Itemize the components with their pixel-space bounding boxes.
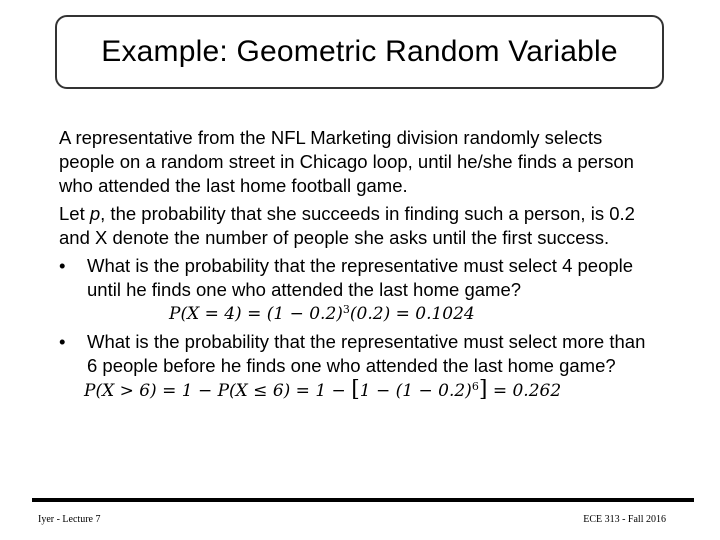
equation-2-part-a: P(X > 6) = 1 − P(X ≤ 6) = 1 − <box>84 381 352 401</box>
question-2-text: What is the probability that the representative must select more than 6 people before he finds one who attended the last home game? <box>87 331 646 376</box>
slide-title: Example: Geometric Random Variable <box>101 35 618 68</box>
bullet-question-2 <box>59 330 659 378</box>
bullet-mark: • <box>59 255 66 276</box>
footer-lecture: Iyer - Lecture 7 <box>38 514 101 525</box>
footer-course: ECE 313 - Fall 2016 <box>583 514 666 525</box>
definition-text-start: Let <box>59 203 90 224</box>
equation-1-lhs: P(X = 4) = (1 − 0.2) <box>169 304 343 324</box>
probability-symbol-p: p <box>89 203 101 224</box>
equation-2-part-c: = 0.262 <box>487 381 562 401</box>
equation-2 <box>59 378 659 403</box>
bullet-question-1 <box>59 254 659 302</box>
equation-2-close-bracket: ] <box>478 377 488 402</box>
equation-1-rhs: (0.2) = 0.1024 <box>349 304 475 324</box>
equation-1-exponent: 3 <box>342 303 350 316</box>
definition-text-rest: , the probability that she succeeds in finding such a person, is 0.2 and X denote the number of people she asks until the first success. <box>59 203 635 248</box>
equation-2-open-bracket: [ <box>351 377 360 402</box>
intro-paragraph: A representative from the NFL Marketing division randomly selects people on a random street in Chicago loop, until he/she finds a person who attended the last home football game. <box>59 127 634 196</box>
equation-2-part-b: 1 − (1 − 0.2) <box>359 381 472 401</box>
slide-content <box>59 126 659 403</box>
definition-paragraph <box>59 202 659 250</box>
equation-2-exponent: 6 <box>471 380 479 393</box>
footer-divider <box>32 498 694 502</box>
bullet-mark: • <box>59 331 66 352</box>
equation-1 <box>59 302 659 326</box>
question-1-text: What is the probability that the representative must select 4 people until he finds one who attended the last home game? <box>87 255 634 300</box>
title-box <box>55 15 664 89</box>
